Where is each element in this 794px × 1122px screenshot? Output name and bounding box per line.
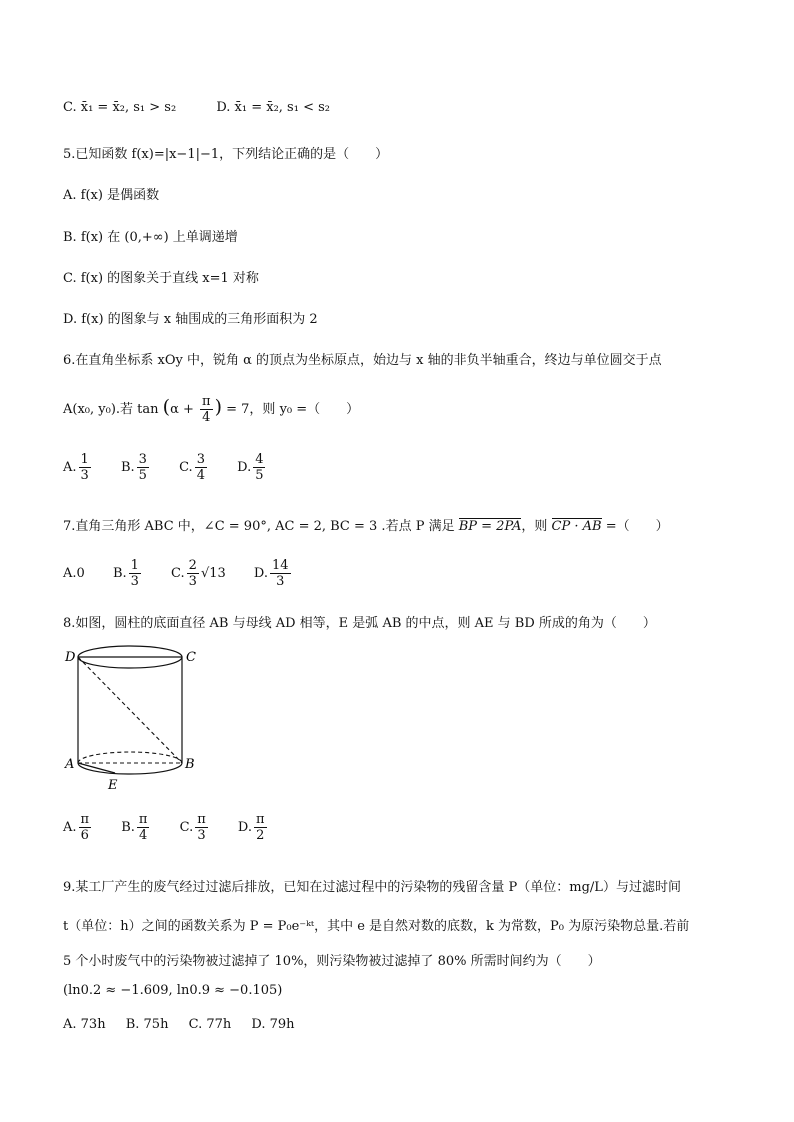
q7-num-c: 2 (188, 558, 197, 573)
q8-den-a: 6 (80, 828, 89, 843)
label-a: A (65, 757, 75, 772)
q6-stem-part-a: A(x₀, y₀).若 tan (63, 402, 159, 417)
q8-frac-a (79, 812, 92, 843)
q7-num-b: 1 (130, 558, 139, 573)
q8-den-c: 3 (197, 828, 206, 843)
q6-num-d: 4 (255, 452, 264, 467)
q4-option-c: C. x̄₁ = x̄₂, s₁ > s₂ (63, 100, 177, 115)
q6-num-a: 1 (80, 452, 89, 467)
q6-frac-c (195, 452, 207, 483)
q5-option-c: C. f(x) 的图象关于直线 x=1 对称 (63, 271, 259, 286)
q6-option-c (179, 452, 209, 483)
q8-num-c: π (197, 812, 206, 827)
q9-option-d: D. 79h (251, 1017, 295, 1032)
q6-left-paren: ( (162, 396, 171, 418)
q8-frac-d (254, 812, 267, 843)
label-d: D (65, 650, 76, 665)
bottom-arc-back (78, 752, 182, 763)
q8-num-a: π (80, 812, 90, 827)
q8-option-b (121, 812, 151, 843)
q7-label-b: B. (112, 566, 127, 581)
segment-db (78, 657, 182, 763)
q7-label-d: D. (253, 566, 269, 581)
q7-stem-part-a: 7.直角三角形 ABC 中，∠C = 90°, AC = 2, BC = 3 .若点 P 满足 (63, 519, 455, 534)
q7-label-c: C. (171, 566, 185, 581)
q6-options (63, 452, 291, 483)
q5-stem: 5.已知函数 f(x)=|x−1|−1，下列结论正确的是（ ） (63, 147, 389, 162)
q4-option-d: D. x̄₁ = x̄₂, s₁ < s₂ (216, 100, 330, 115)
q8-option-d (238, 812, 269, 843)
label-b: B (185, 757, 195, 772)
q9-options (63, 1017, 319, 1032)
q6-den-a: 3 (80, 468, 89, 483)
q7-frac-b (129, 558, 141, 589)
q8-label-a: A. (63, 820, 77, 835)
q7-stem (63, 515, 669, 534)
q9-line4: (ln0.2 ≈ −1.609, ln0.9 ≈ −0.105) (63, 983, 283, 998)
q6-num-c: 3 (196, 452, 205, 467)
q6-num-b: 3 (138, 452, 147, 467)
q6-frac-d (253, 452, 265, 483)
q6-den-d: 5 (255, 468, 264, 483)
q7-sqrt-c: √13 (200, 566, 226, 581)
cylinder-figure (63, 645, 213, 795)
q9-line1: 9.某工厂产生的废气经过过滤后排放，已知在过滤过程中的污染物的残留含量 P（单位：mg/L）与过滤时间 (63, 880, 681, 895)
q8-label-b: B. (121, 820, 135, 835)
q6-alpha-plus: α + (170, 402, 194, 417)
q7-vector-equation: BP = 2PA (458, 519, 522, 534)
q7-frac-d (270, 558, 291, 589)
q7-den-d: 3 (276, 574, 285, 589)
q5-option-a: A. f(x) 是偶函数 (63, 188, 160, 203)
bottom-arc-front (78, 763, 182, 774)
q6-option-d (237, 452, 267, 483)
q7-den-c: 3 (188, 574, 197, 589)
q8-den-d: 2 (256, 828, 265, 843)
q7-den-b: 3 (130, 574, 139, 589)
q8-frac-c (195, 812, 208, 843)
q6-pi-num: π (202, 394, 211, 409)
q9-option-b: B. 75h (125, 1017, 169, 1032)
q7-frac-c (187, 558, 199, 589)
q7-option-a: A.0 (63, 566, 85, 581)
q7-stem-part-c: =（ ） (605, 519, 669, 534)
q6-frac-b (137, 452, 149, 483)
q6-option-a (63, 452, 93, 483)
q6-label-a: A. (63, 460, 77, 475)
q9-line3: 5 个小时废气中的污染物被过滤掉了 10%，则污染物被过滤掉了 80% 所需时间约为（ ） (63, 954, 601, 969)
q6-right-paren: ) (214, 396, 222, 418)
q6-pi-den: 4 (202, 410, 211, 425)
q8-den-b: 4 (139, 828, 148, 843)
q9-option-c: C. 77h (188, 1017, 232, 1032)
q8-label-c: C. (179, 820, 194, 835)
q7-options (63, 558, 317, 589)
label-c: C (186, 650, 196, 665)
q6-stem-line1: 6.在直角坐标系 xOy 中，锐角 α 的顶点为坐标原点，始边与 x 轴的非负半轴重合，终边与单位圆交于点 (63, 353, 662, 368)
q6-den-c: 4 (196, 468, 205, 483)
q8-frac-b (137, 812, 150, 843)
q8-option-c (180, 812, 210, 843)
q7-option-c (171, 558, 226, 589)
q6-pi-over-4 (200, 394, 213, 425)
q8-option-a (63, 812, 93, 843)
q6-stem-line2 (63, 394, 359, 425)
q8-stem: 8.如图，圆柱的底面直径 AB 与母线 AD 相等，E 是弧 AB 的中点，则 AE 与 BD 所成的角为（ ） (63, 616, 656, 631)
q7-num-d: 14 (272, 558, 289, 573)
q9-option-a: A. 73h (63, 1017, 106, 1032)
q6-den-b: 5 (138, 468, 147, 483)
q6-frac-a (79, 452, 91, 483)
q5-option-d: D. f(x) 的图象与 x 轴围成的三角形面积为 2 (63, 312, 318, 327)
q7-stem-part-b: ，则 (521, 519, 548, 534)
q7-option-d (254, 558, 293, 589)
q8-num-b: π (138, 812, 148, 827)
q9-line2: t（单位：h）之间的函数关系为 P = P₀e⁻ᵏᵗ，其中 e 是自然对数的底数，k 为常数，P₀ 为原污染物总量.若前 (63, 919, 690, 934)
q6-label-d: D. (237, 460, 252, 475)
q4-options (63, 100, 354, 115)
q8-label-d: D. (237, 820, 252, 835)
q7-option-b (113, 558, 143, 589)
label-e: E (108, 778, 118, 793)
q6-label-b: B. (120, 460, 135, 475)
q6-stem-part-b: = 7，则 y₀ =（ ） (226, 402, 360, 417)
q8-num-d: π (256, 812, 265, 827)
q5-option-b: B. f(x) 在 (0,+∞) 上单调递增 (63, 230, 238, 245)
q6-option-b (121, 452, 151, 483)
q6-label-c: C. (179, 460, 193, 475)
q8-options (63, 812, 293, 843)
q7-dot-product: CP · AB (551, 519, 602, 534)
